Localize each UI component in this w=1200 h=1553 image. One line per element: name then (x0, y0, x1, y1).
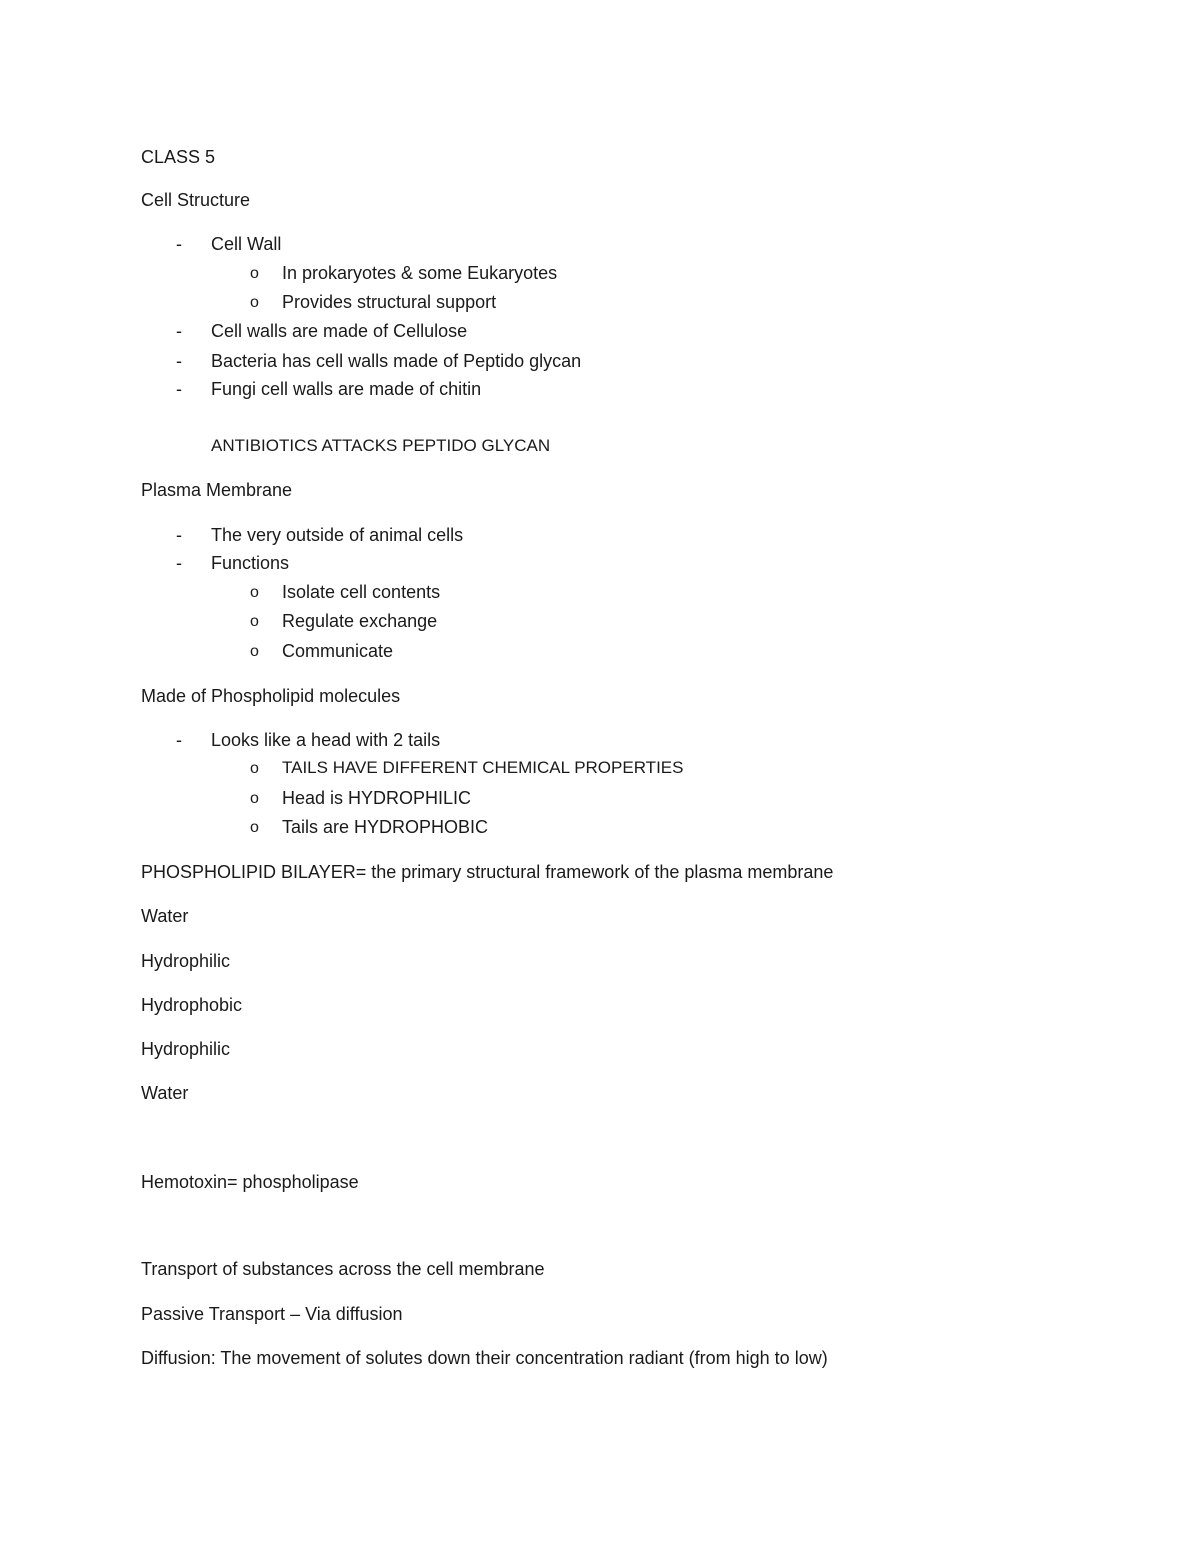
list-item-cell-wall: Cell Wall (211, 234, 282, 254)
bullet-marker: o (250, 790, 259, 807)
diffusion-text: The movement of solutes down their concentration radiant (from high to low) (215, 1348, 828, 1368)
document-title: CLASS 5 (141, 147, 216, 167)
layer-hydrophilic-bottom: Hydrophilic (141, 1039, 231, 1059)
layer-hydrophilic-top: Hydrophilic (141, 951, 231, 971)
dash-marker: - (176, 525, 182, 545)
dash-marker: - (176, 234, 182, 254)
heading-phospholipid: Made of Phospholipid molecules (141, 686, 401, 706)
list-item-outside-animal: The very outside of animal cells (211, 525, 464, 545)
diffusion-label: Diffusion: (141, 1348, 216, 1368)
list-item-cellulose: Cell walls are made of Cellulose (211, 321, 468, 341)
note-antibiotics: ANTIBIOTICS ATTACKS PEPTIDO GLYCAN (211, 436, 551, 455)
layer-hydrophobic: Hydrophobic (141, 995, 243, 1015)
bullet-marker: o (250, 613, 259, 630)
heading-plasma-membrane: Plasma Membrane (141, 480, 293, 500)
dash-marker: - (176, 351, 182, 371)
note-hemotoxin: Hemotoxin= phospholipase (141, 1172, 359, 1192)
bullet-marker: o (250, 819, 259, 836)
sub-item-regulate: Regulate exchange (282, 611, 438, 631)
heading-passive-transport: Passive Transport – Via diffusion (141, 1304, 403, 1324)
list-item-functions: Functions (211, 553, 290, 573)
sub-item-structural-support: Provides structural support (282, 292, 497, 312)
dash-marker: - (176, 553, 182, 573)
sub-item-head-hydrophilic: Head is HYDROPHILIC (282, 788, 472, 808)
list-item-head-tails: Looks like a head with 2 tails (211, 730, 441, 750)
bullet-marker: o (250, 760, 259, 777)
list-item-bacteria: Bacteria has cell walls made of Peptido glycan (211, 351, 582, 371)
dash-marker: - (176, 379, 182, 399)
list-item-fungi: Fungi cell walls are made of chitin (211, 379, 482, 399)
bullet-marker: o (250, 265, 259, 282)
dash-marker: - (176, 321, 182, 341)
layer-water-top: Water (141, 906, 189, 926)
layer-water-bottom: Water (141, 1083, 189, 1103)
dash-marker: - (176, 730, 182, 750)
bullet-marker: o (250, 294, 259, 311)
sub-item-prokaryotes: In prokaryotes & some Eukaryotes (282, 263, 558, 283)
heading-transport: Transport of substances across the cell membrane (141, 1259, 545, 1279)
definition-diffusion (141, 1347, 828, 1369)
sub-item-isolate: Isolate cell contents (282, 582, 441, 602)
heading-cell-structure: Cell Structure (141, 190, 251, 210)
bullet-marker: o (250, 643, 259, 660)
sub-item-tails-hydrophobic: Tails are HYDROPHOBIC (282, 817, 489, 837)
bullet-marker: o (250, 584, 259, 601)
sub-item-tails-different: TAILS HAVE DIFFERENT CHEMICAL PROPERTIES (282, 758, 684, 777)
sub-item-communicate: Communicate (282, 641, 394, 661)
definition-bilayer: PHOSPHOLIPID BILAYER= the primary structural framework of the plasma membrane (141, 862, 834, 882)
